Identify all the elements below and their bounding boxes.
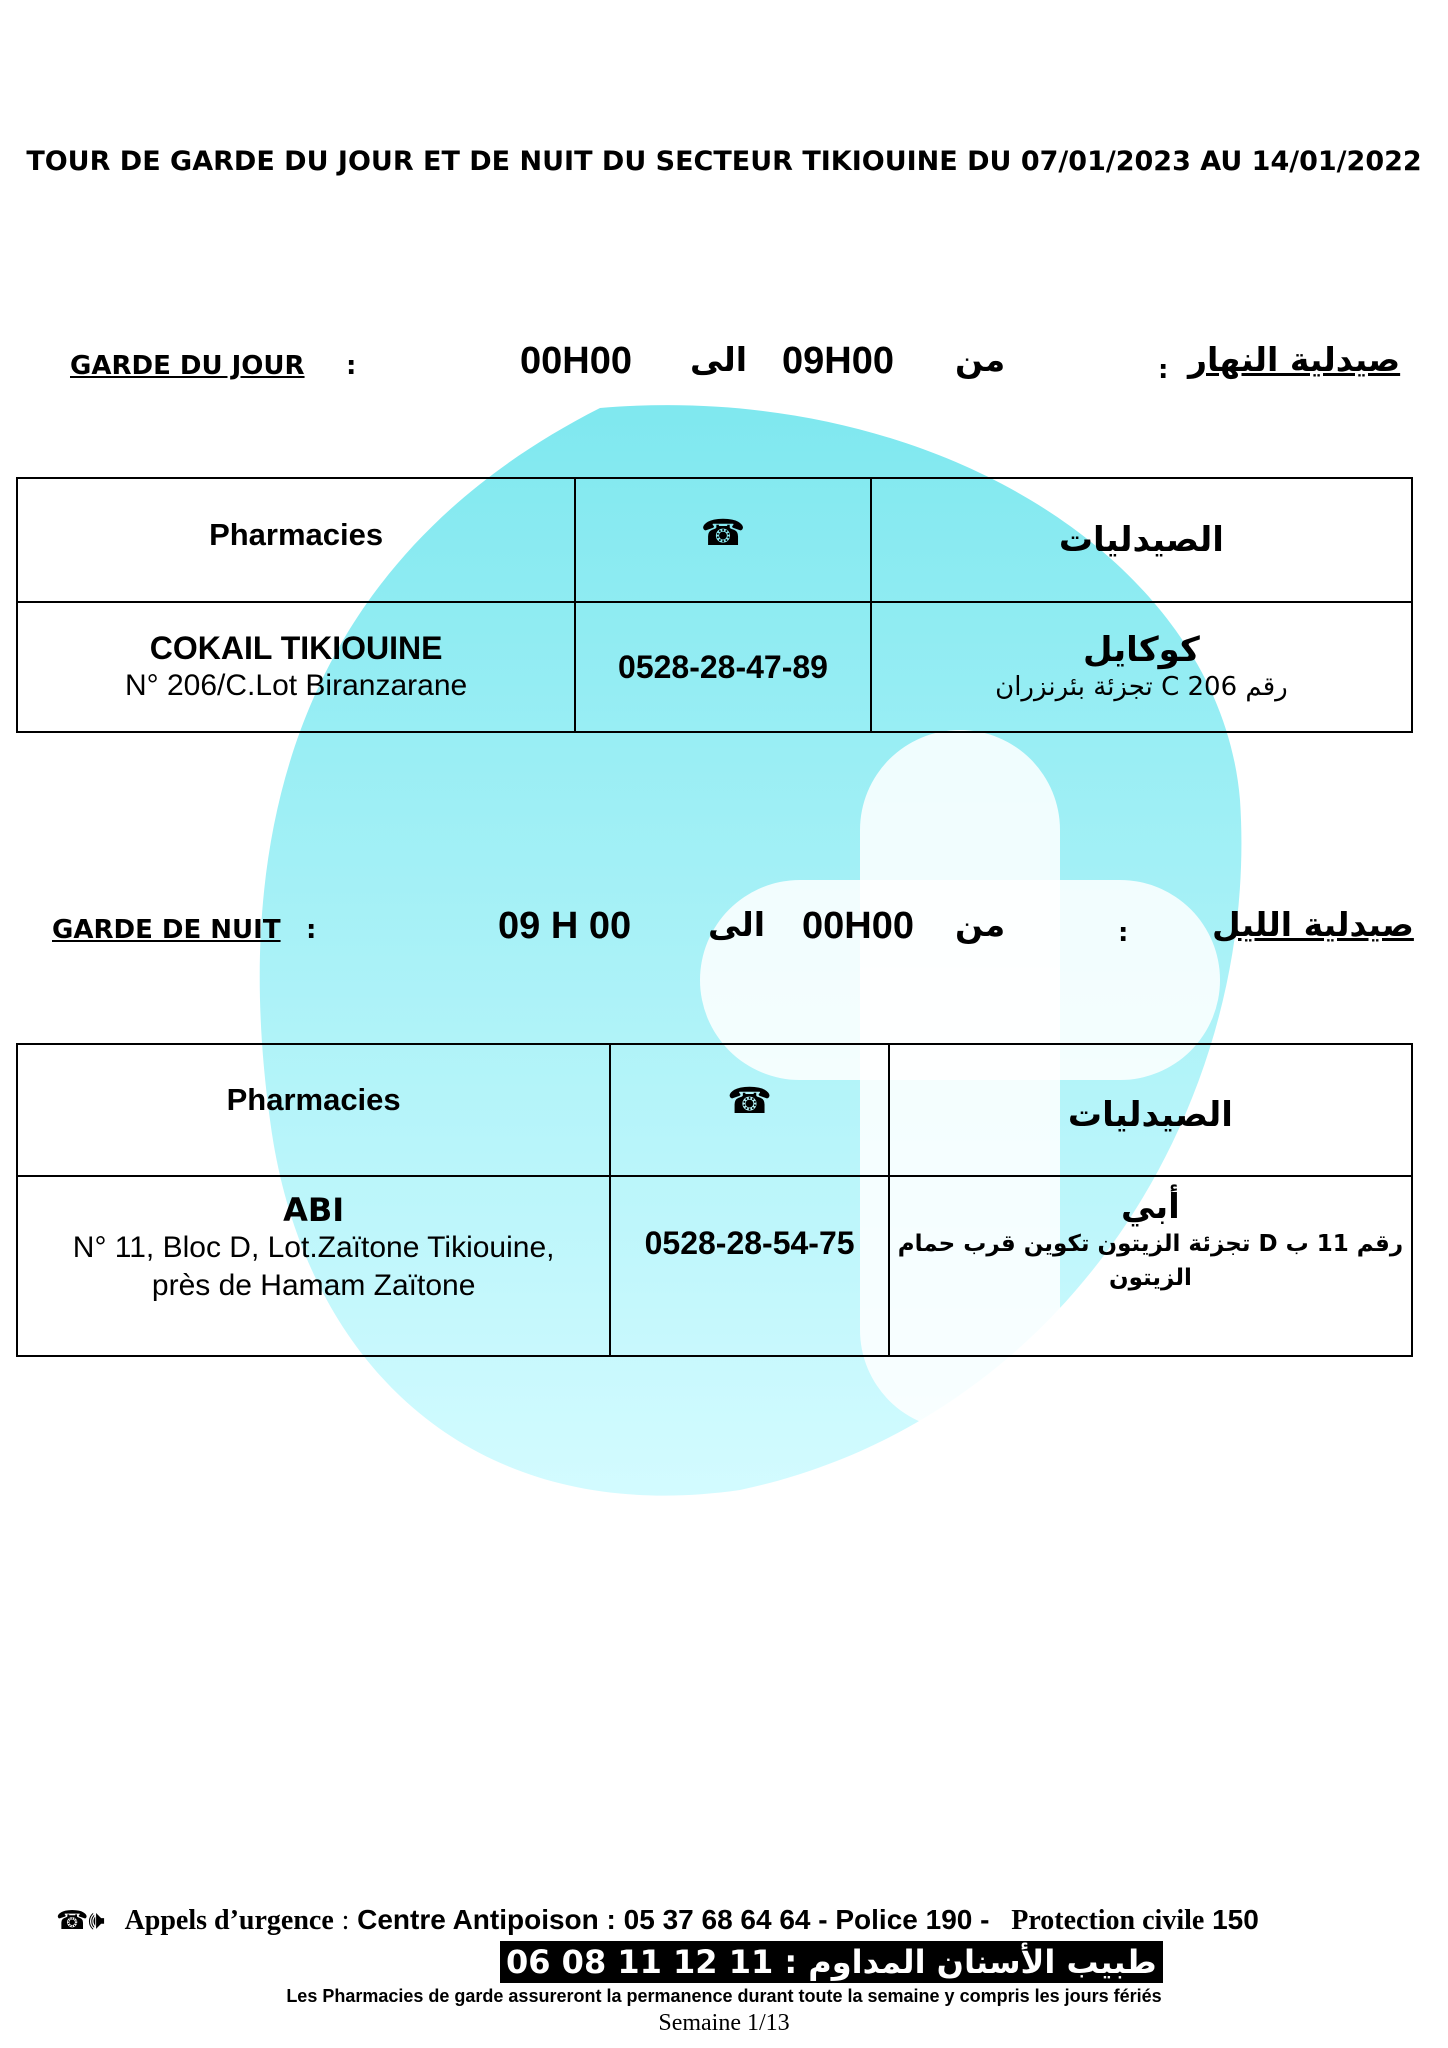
- protection-civile-label: Protection civile: [1011, 1905, 1205, 1936]
- day-shift-label: GARDE DU JOUR: [70, 351, 305, 381]
- phone-speaker-icon: ☎🕪: [56, 1905, 105, 1935]
- night-shift-colon: :: [306, 915, 317, 945]
- table-header-row: [17, 1044, 1412, 1176]
- page-title: TOUR DE GARDE DU JOUR ET DE NUIT DU SECTEUR TIKIOUINE DU 07/01/2023 AU 14/01/2022: [26, 146, 1422, 177]
- day-shift-colon-ar: :: [1158, 355, 1169, 385]
- night-to-ar: الى: [708, 905, 766, 944]
- day-from-ar: من: [955, 340, 1006, 379]
- header-phone: [575, 478, 871, 602]
- dentist-on-duty: طبيب الأسنان المداوم : 11 12 11 08 06: [500, 1941, 1163, 1983]
- table-row: [17, 602, 1412, 732]
- night-shift-label: GARDE DE NUIT: [52, 915, 281, 945]
- night-shift-colon-ar: :: [1118, 918, 1129, 948]
- pharmacy-phone-cell: [575, 602, 871, 732]
- night-from-ar: من: [955, 905, 1006, 944]
- pharmacy-name: ABI: [283, 1191, 345, 1229]
- pharmacy-cell-ar: [889, 1176, 1412, 1356]
- emergency-colon: :: [341, 1905, 350, 1936]
- header-pharmacies-ar: [889, 1044, 1412, 1176]
- header-pharmacies-ar: [871, 478, 1412, 602]
- night-time-to: 09 H 00: [498, 905, 632, 947]
- pharmacy-cell-fr: [17, 1176, 610, 1356]
- header-pharmacies: [17, 478, 575, 602]
- pharmacy-cell-ar: [871, 602, 1412, 732]
- day-pharmacy-table: [16, 477, 1413, 733]
- pharmacy-name: COKAIL TIKIOUINE: [149, 629, 443, 666]
- pharmacy-address-ar-line-1: رقم 11 ب D تجزئة الزيتون تكوين قرب حمام: [897, 1231, 1404, 1257]
- pharmacy-address-ar: رقم 206 C تجزئة بئرنزران: [995, 672, 1288, 702]
- header-phone: [610, 1044, 889, 1176]
- pharmacy-phone: 0528-28-47-89: [618, 648, 828, 685]
- header-pharmacies-ar-label: الصيدليات: [1067, 1095, 1233, 1135]
- table-header-row: [17, 478, 1412, 602]
- pharmacy-cell-fr: [17, 602, 575, 732]
- pharmacy-address: N° 206/C.Lot Biranzarane: [125, 668, 468, 702]
- notice-text: Les Pharmacies de garde assureront la permanence durant toute la semaine y compris les jours fériés: [286, 1986, 1162, 2006]
- pharmacy-name-ar: كوكايل: [1083, 630, 1200, 670]
- telephone-icon: ☎: [700, 512, 746, 553]
- day-shift-label-ar: صيدلية النهار: [1188, 340, 1401, 379]
- week-indicator: Semaine 1/13: [658, 2010, 790, 2036]
- pharmacy-address-ar-line-2: الزيتون: [1108, 1265, 1192, 1291]
- day-to-ar: الى: [690, 340, 748, 379]
- header-pharmacies: [17, 1044, 610, 1176]
- header-pharmacies-ar-label: الصيدليات: [1058, 520, 1224, 560]
- day-time-from: 09H00: [782, 340, 894, 382]
- day-time-to: 00H00: [520, 340, 632, 382]
- pharmacy-phone-cell: [610, 1176, 889, 1356]
- night-shift-label-ar: صيدلية الليل: [1212, 905, 1414, 944]
- pharmacy-phone: 0528-28-54-75: [644, 1225, 855, 1261]
- telephone-icon: ☎: [727, 1080, 772, 1121]
- antipoison-police: Centre Antipoison : 05 37 68 64 64 - Police 190 -: [357, 1904, 990, 1935]
- pharmacy-name-ar: أبي: [1121, 1187, 1180, 1227]
- day-shift-colon: :: [346, 351, 357, 381]
- protection-civile-number: 150: [1212, 1904, 1259, 1935]
- night-pharmacy-table: [16, 1043, 1413, 1357]
- emergency-label: Appels d’urgence: [124, 1905, 334, 1936]
- pharmacy-address-line-2: près de Hamam Zaïtone: [151, 1269, 476, 1302]
- pharmacy-address-line-1: N° 11, Bloc D, Lot.Zaïtone Tikiouine,: [72, 1231, 555, 1264]
- header-pharmacies-label: Pharmacies: [209, 517, 384, 552]
- night-time-from: 00H00: [802, 905, 914, 947]
- table-row: [17, 1176, 1412, 1356]
- header-pharmacies-label: Pharmacies: [226, 1082, 401, 1117]
- emergency-calls-line: [56, 1904, 1259, 1937]
